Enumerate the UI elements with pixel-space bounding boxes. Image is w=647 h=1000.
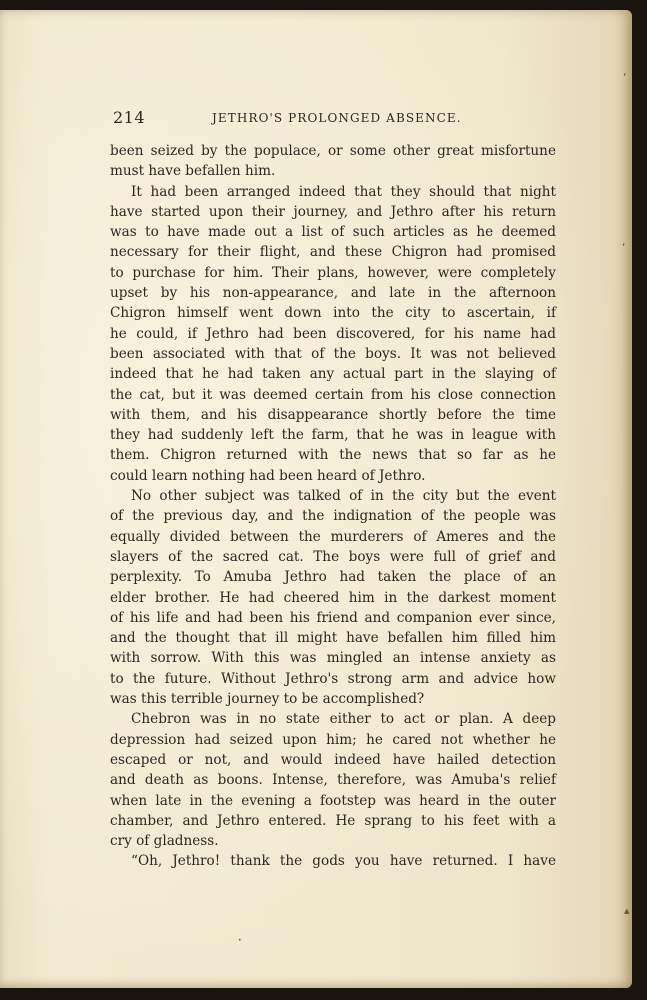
text-line: slayers of the sacred cat. The boys were full of grief and <box>110 548 556 565</box>
text-body <box>110 141 556 872</box>
text-line: been seized by the populace, or some other great misfortune <box>110 143 556 159</box>
text-line: perplexity. To Amuba Jethro had taken the place of an <box>110 569 556 586</box>
text-line: of his life and had been his friend and companion ever since, <box>110 609 556 626</box>
text-line: and death as boons. Intense, therefore, was Amuba's relief <box>110 772 556 789</box>
text-line: and the thought that ill might have befallen him filled him <box>110 630 556 647</box>
margin-tick-mark: ▴ <box>624 904 630 917</box>
text-line: have started upon their journey, and Jethro after his return <box>110 203 556 220</box>
page-number: 214 <box>113 108 146 127</box>
text-line: of the previous day, and the indignation of the people was <box>110 508 556 525</box>
text-line: was this terrible journey to be accomplished? <box>110 691 425 708</box>
text-line: they had suddenly left the farm, that he was in league with <box>110 427 556 444</box>
text-line: “Oh, Jethro! thank the gods you have returned. I have <box>131 853 556 870</box>
margin-dot-mark: • <box>238 937 242 944</box>
text-line: upset by his non-appearance, and late in the afternoon <box>110 285 556 302</box>
text-line: them. Chigron returned with the news that so far as he <box>110 447 556 464</box>
text-line: to purchase for him. Their plans, however, were completely <box>110 264 556 281</box>
text-line: necessary for their flight, and these Chigron had promised <box>110 244 556 261</box>
text-line: the cat, but it was deemed certain from his close connection <box>110 386 556 403</box>
text-line: indeed that he had taken any actual part in the slaying of <box>110 366 556 383</box>
text-line: when late in the evening a footstep was heard in the outer <box>110 792 556 809</box>
text-line: depression had seized upon him; he cared not whether he <box>110 731 556 748</box>
text-line: It had been arranged indeed that they should that night <box>131 183 556 200</box>
text-line: must have befallen him. <box>110 163 276 180</box>
running-head: JETHRO'S PROLONGED ABSENCE. <box>212 111 462 125</box>
margin-tick-mark: ‘ <box>623 71 627 84</box>
book-page <box>0 10 632 988</box>
page-content <box>110 108 556 872</box>
text-line: Chigron himself went down into the city to ascertain, if <box>110 305 556 322</box>
text-line: No other subject was talked of in the city but the event <box>131 488 556 505</box>
text-line: was to have made out a list of such articles as he deemed <box>110 224 556 241</box>
text-line: with sorrow. With this was mingled an intense anxiety as <box>110 650 556 667</box>
margin-tick-mark: ‘ <box>622 241 626 254</box>
text-line: cry of gladness. <box>110 833 219 850</box>
text-line: Chebron was in no state either to act or plan. A deep <box>131 711 556 728</box>
text-line: been associated with that of the boys. It was not believed <box>110 345 556 362</box>
text-line: equally divided between the murderers of Ameres and the <box>110 528 556 545</box>
text-line: with them, and his disappearance shortly before the time <box>110 406 556 423</box>
text-line: chamber, and Jethro entered. He sprang to his feet with a <box>110 812 556 829</box>
text-line: to the future. Without Jethro's strong arm and advice how <box>110 670 556 687</box>
text-line: escaped or not, and would indeed have hailed detection <box>110 751 556 768</box>
text-line: could learn nothing had been heard of Jethro. <box>110 467 426 484</box>
text-line: he could, if Jethro had been discovered, for his name had <box>110 325 556 342</box>
text-line: elder brother. He had cheered him in the darkest moment <box>110 589 556 606</box>
page-header <box>110 108 556 134</box>
